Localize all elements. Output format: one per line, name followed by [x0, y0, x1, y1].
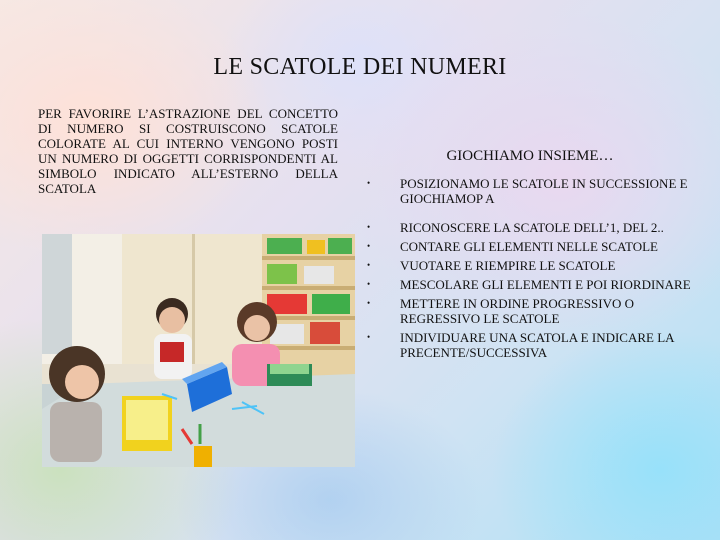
bullet-icon: • — [367, 222, 371, 232]
bullet-icon: • — [367, 332, 371, 342]
list-item — [364, 277, 704, 292]
intro-paragraph: PER FAVORIRE L’ASTRAZIONE DEL CONCETTO DI NUMERO SI COSTRUISCONO SCATOLE COLORATE AL CUI INTERNO VENGONO POSTI UN NUMERO DI OGGETTI CORRISPONDENTI AL SIMBOLO INDICATO ALL’ESTERNO DELLA SCATOLA — [38, 106, 338, 196]
section-heading: GIOCHIAMO INSIEME… — [446, 148, 614, 164]
list-item — [364, 239, 704, 254]
activity-list — [364, 176, 704, 360]
activity-text: METTERE IN ORDINE PROGRESSIVO O REGRESSIVO LE SCATOLE — [400, 296, 634, 326]
list-item — [364, 296, 704, 326]
list-item — [364, 176, 704, 206]
bullet-icon: • — [367, 279, 371, 289]
list-item — [364, 258, 704, 273]
classroom-photo-illustration — [42, 234, 355, 467]
list-item — [364, 220, 704, 235]
bullet-icon: • — [367, 298, 371, 308]
activity-text: MESCOLARE GLI ELEMENTI E POI RIORDINARE — [400, 277, 691, 292]
activity-text: RICONOSCERE LA SCATOLE DELL’1, DEL 2.. — [400, 220, 664, 235]
activity-text: VUOTARE E RIEMPIRE LE SCATOLE — [400, 258, 616, 273]
slide-title: LE SCATOLE DEI NUMERI — [213, 54, 507, 80]
classroom-photo — [42, 234, 355, 467]
list-item — [364, 330, 704, 360]
activity-text: CONTARE GLI ELEMENTI NELLE SCATOLE — [400, 239, 658, 254]
bullet-icon: • — [367, 241, 371, 251]
activity-text: POSIZIONAMO LE SCATOLE IN SUCCESSIONE E GIOCHIAMOP A — [400, 176, 688, 206]
bullet-icon: • — [367, 178, 371, 188]
activity-text: INDIVIDUARE UNA SCATOLA E INDICARE LA PRECENTE/SUCCESSIVA — [400, 330, 674, 360]
bullet-icon: • — [367, 260, 371, 270]
